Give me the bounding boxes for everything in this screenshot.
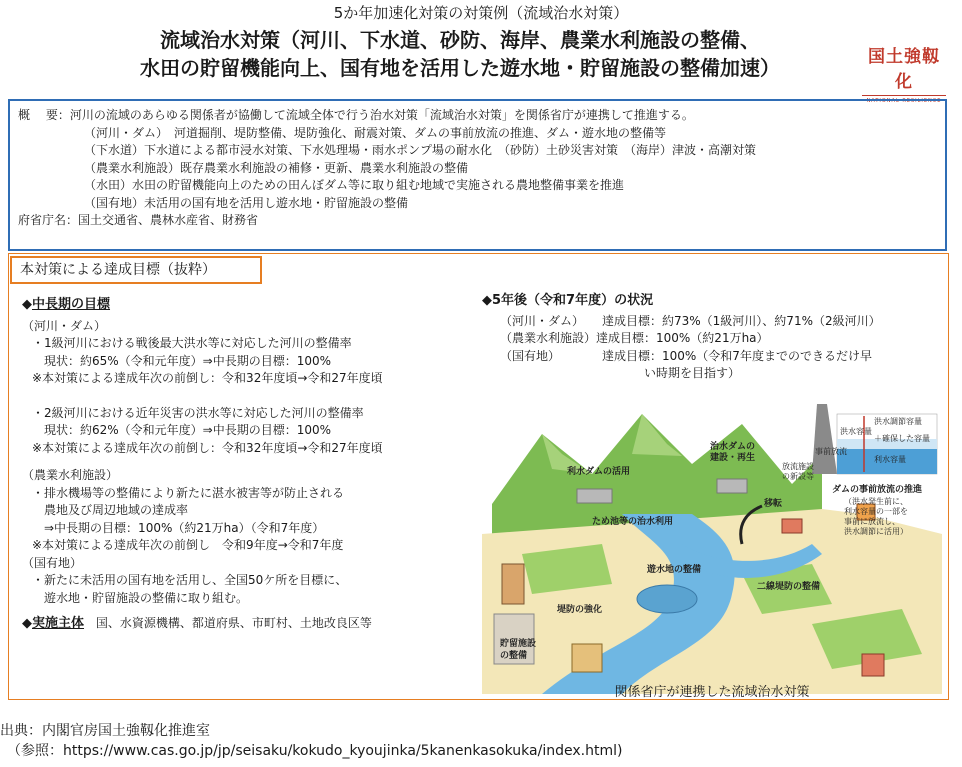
- title-line-2: 水田の貯留機能向上、国有地を活用した遊水地・貯留施設の整備加速）: [140, 56, 780, 80]
- label-second-levee: 二線堤防の整備: [757, 582, 821, 592]
- resilience-logo: [862, 42, 946, 104]
- overview-line: （下水道）下水道による都市浸水対策、下水処理場・雨水ポンプ場の耐水化 （砂防）土砂災害対策 （海岸）津波・高潮対策: [84, 143, 757, 157]
- label-storage-2: の整備: [500, 651, 528, 661]
- logo-divider: [862, 95, 946, 96]
- spacer: [22, 388, 472, 405]
- goals-header: 本対策による達成目標（抜粋）: [10, 256, 262, 284]
- goal-line: （国有地）: [22, 555, 83, 570]
- goal-line: 遊水地・貯留施設の整備に取り組む。: [32, 590, 249, 605]
- status-line: い時期を目指す）: [500, 366, 741, 380]
- label-dam-prior-3: 事前に放流し、: [844, 517, 900, 526]
- page-subtitle: 5か年加速化対策の対策例（流域治水対策）: [333, 4, 629, 22]
- logo-sub-text: NATIONAL RESILIENCE: [866, 98, 942, 104]
- goal-line: ・排水機場等の整備により新たに湛水被害等が防止される: [32, 485, 345, 500]
- illustration-caption: 関係省庁が連携した流域治水対策: [614, 685, 810, 700]
- source-line-2: （参照：https://www.cas.go.jp/jp/seisaku/kokudo_kyoujinka/5kanenkasokuka/index.html): [0, 743, 623, 759]
- label-flood-dam: 治水ダムの: [710, 442, 756, 452]
- midterm-goals: [22, 296, 472, 633]
- status-line: （農業水利施設）達成目標：100%（約21万ha）: [500, 331, 769, 345]
- goal-line: ・2級河川における近年災害の洪水等に対応した河川の整備率: [32, 405, 364, 420]
- midterm-title-text: 中長期の目標: [32, 297, 111, 312]
- source-line-1: 出典：内閣官房国土強靱化推進室: [0, 723, 210, 739]
- overview-line: 府省庁名：国土交通省、農林水産省、財務省: [18, 213, 259, 227]
- label-dam-prior-1: （洪水発生前に、: [844, 497, 908, 506]
- label-levee: 堤防の強化: [557, 605, 603, 615]
- goal-line: ※本対策による達成年次の前倒し：令和32年度頃→令和27年度頃: [32, 440, 383, 455]
- overview-line: （農業水利施設）既存農業水利施設の補修・更新、農業水利施設の整備: [84, 160, 469, 175]
- goal-line: ・1級河川における戦後最大洪水等に対応した河川の整備率: [32, 336, 352, 350]
- goal-line: ※本対策による達成年次の前倒し 令和9年度→令和7年度: [32, 538, 344, 552]
- label-relocation: 移転: [764, 499, 783, 509]
- label-retention-basin: 遊水地の整備: [647, 565, 702, 575]
- source-citation: [0, 721, 962, 761]
- implementer-text: 国、水資源機構、都道府県、市町村、土地改良区等: [95, 616, 372, 630]
- goal-line: 現状：約62%（令和元年度）⇒中長期の目標：100%: [32, 423, 332, 437]
- five-year-title: ◆5年後（令和7年度）の状況: [482, 293, 654, 308]
- status-line: （河川・ダム） 達成目標：約73%（1級河川）、約71%（2級河川）: [500, 313, 881, 328]
- implementer-row: ◆実施主体 国、水資源機構、都道府県、市町村、土地改良区等: [22, 616, 372, 631]
- label-flood-dam-2: 建設・再生: [710, 453, 756, 463]
- title-line-1: 流域治水対策（河川、下水道、砂防、海岸、農業水利施設の整備、: [160, 28, 760, 52]
- label-dam-prior-4: 洪水調節に活用）: [844, 527, 908, 536]
- label-water-use: 利水容量: [874, 455, 906, 464]
- overview-line: （国有地）未活用の国有地を活用し遊水地・貯留施設の整備: [84, 195, 409, 210]
- five-year-title-text: 5年後（令和7年度）の状況: [492, 293, 654, 308]
- page-title: [60, 26, 860, 82]
- goal-line: 現状：約65%（令和元年度）⇒中長期の目標：100%: [32, 353, 332, 368]
- implementer-title: 実施主体: [32, 616, 85, 631]
- status-line: （国有地） 達成目標：100%（令和7年度までのできるだけ早: [500, 348, 872, 363]
- goal-line: ・新たに未活用の国有地を活用し、全国50ケ所を目標に、: [32, 573, 348, 587]
- label-prior-discharge: 事前放流: [815, 447, 847, 456]
- label-pond: ため池等の治水利用: [592, 517, 674, 527]
- label-secured-capacity: ＋確保した容量: [874, 434, 930, 443]
- label-dam-prior-2: 利水容量の一部を: [844, 507, 908, 516]
- label-dam-use: 利水ダムの活用: [567, 467, 631, 477]
- basin-illustration: [482, 394, 942, 694]
- goal-line: ⇒中長期の目標：100%（約21万ha）（令和7年度）: [32, 520, 325, 535]
- label-storage: 貯留施設: [500, 639, 537, 649]
- label-dam-prior-title: ダムの事前放流の推進: [832, 485, 923, 495]
- logo-main-text: 国土強靱化: [868, 47, 940, 92]
- overview-line: （水田）水田の貯留機能向上のための田んぼダム等に取り組む地域で実施される農地整備事業を推進: [84, 178, 625, 192]
- overview-line: （河川・ダム） 河道掘削、堤防整備、堤防強化、耐震対策、ダムの事前放流の推進、ダム・遊水地の整備等: [84, 125, 667, 140]
- label-flood-volume: 洪水容量: [840, 427, 872, 436]
- overview-box: [8, 99, 947, 251]
- five-year-status: [482, 292, 942, 383]
- label-discharge-new: 放流施設: [782, 462, 814, 471]
- goal-line: （農業水利施設）: [22, 468, 119, 482]
- goal-line: 農地及び周辺地域の達成率: [32, 503, 189, 517]
- goal-line: （河川・ダム）: [22, 318, 107, 333]
- overview-line: 概 要：河川の流域のあらゆる関係者が協働して流域全体で行う治水対策「流域治水対策」を関係省庁が連携して推進する。: [18, 108, 694, 122]
- label-flood-capacity: 洪水調節容量: [874, 417, 922, 426]
- label-discharge-new-2: の新設等: [782, 472, 814, 481]
- midterm-title: ◆中長期の目標: [22, 297, 111, 312]
- goal-line: ※本対策による達成年次の前倒し：令和32年度頃→令和27年度頃: [32, 371, 383, 385]
